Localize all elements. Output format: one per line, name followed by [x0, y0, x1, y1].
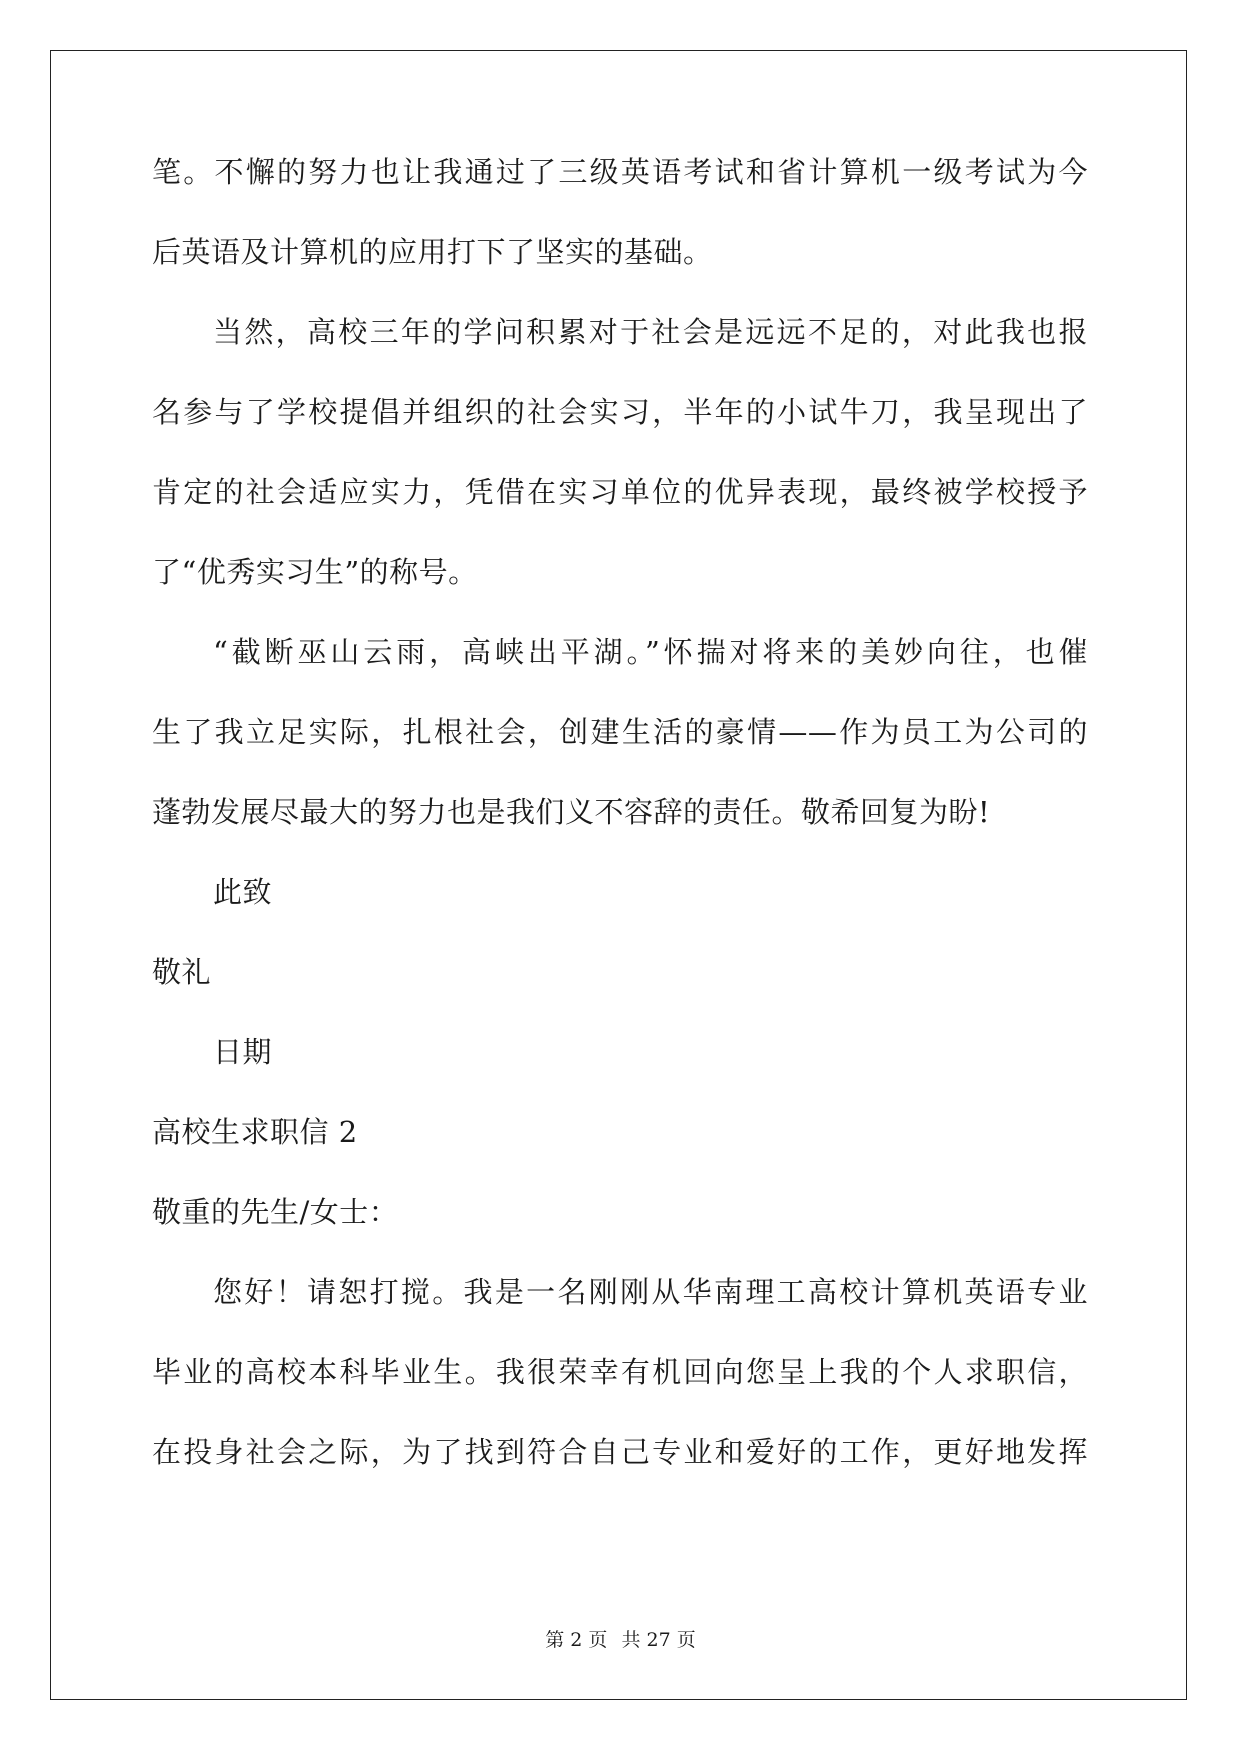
page-number: 第 2 页 [545, 1629, 608, 1651]
body-line: 后英语及计算机的应用打下了坚实的基础。 [152, 235, 713, 269]
body-line: 名参与了学校提倡并组织的社会实习，半年的小试牛刀，我呈现出了 [152, 395, 1088, 429]
body-line: 生了我立足实际，扎根社会，创建生活的豪情——作为员工为公司的 [152, 715, 1088, 749]
body-line: 肯定的社会适应实力，凭借在实习单位的优异表现，最终被学校授予 [152, 475, 1088, 509]
body-line: 了“优秀实习生”的称号。 [152, 555, 478, 589]
body-line: 在投身社会之际，为了找到符合自己专业和爱好的工作，更好地发挥 [152, 1435, 1088, 1469]
body-line: 毕业的高校本科毕业生。我很荣幸有机回向您呈上我的个人求职信， [152, 1355, 1088, 1389]
page-footer [0, 1628, 1241, 1652]
closing-regards: 敬礼 [152, 955, 212, 989]
date-label: 日期 [213, 1035, 273, 1069]
paragraph-start: 当然，高校三年的学问积累对于社会是远远不足的，对此我也报 [213, 315, 1088, 349]
body-line: 笔。不懈的努力也让我通过了三级英语考试和省计算机一级考试为今 [152, 155, 1088, 189]
section-title: 高校生求职信 2 [152, 1115, 358, 1149]
paragraph-start: 您好！请恕打搅。我是一名刚刚从华南理工高校计算机英语专业 [213, 1275, 1088, 1309]
greeting: 敬重的先生/女士： [152, 1195, 399, 1229]
closing-salutation: 此致 [213, 875, 273, 909]
paragraph-start: “截断巫山云雨，高峡出平湖。”怀揣对将来的美妙向往，也催 [213, 635, 1088, 669]
body-line: 蓬勃发展尽最大的努力也是我们义不容辞的责任。敬希回复为盼! [152, 795, 991, 829]
page-total: 共 27 页 [621, 1629, 696, 1651]
